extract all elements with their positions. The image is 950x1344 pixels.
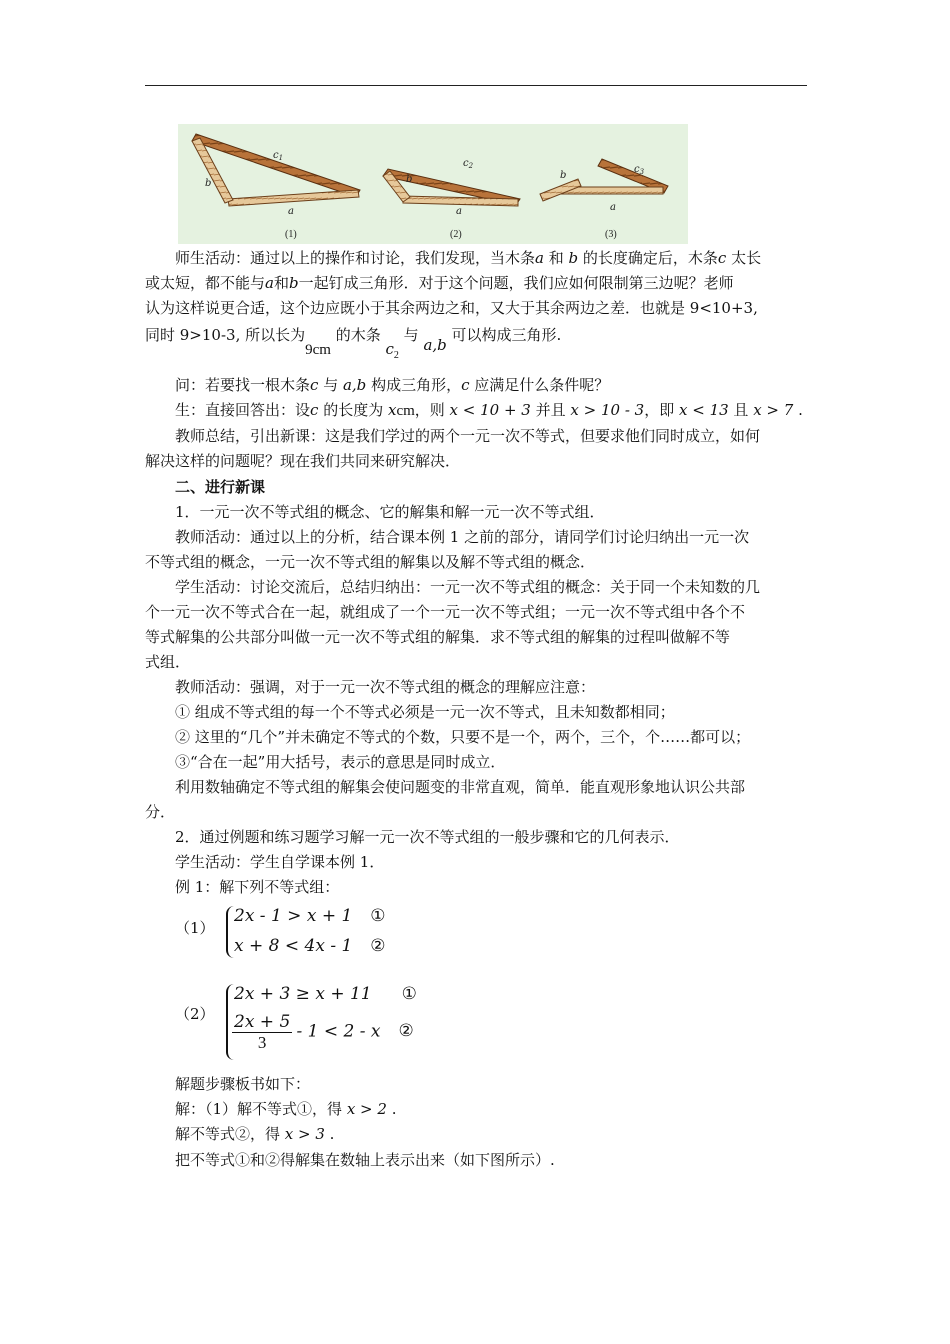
teacher-activity-line2: 不等式组的概念，一元一次不等式组的解集以及解不等式组的概念．: [145, 553, 596, 571]
para1-line1: 师生活动：通过以上的操作和讨论，我们发现，当木条a 和 b 的长度确定后，木条c 太长: [175, 249, 762, 267]
student-activity-line1: 学生活动：讨论交流后，总结归纳出：一元一次不等式组的概念：关于同一个未知数的几: [175, 578, 761, 596]
label-a2: a: [456, 206, 462, 217]
label-a3: a: [610, 202, 616, 213]
teacher-summary-line1: 教师总结，引出新课：这是我们学过的两个一元一次不等式，但要求他们同时成立，如何: [175, 427, 761, 445]
label-b1: b: [205, 178, 212, 189]
para1-line4: 同时 9>10-3, 所以长为9cm 的木条 $c_2$ 与 a,b 可以构成三角形.: [145, 326, 562, 361]
solution-line1: 解：（1）解不等式①，得 x > 2 .: [175, 1100, 397, 1118]
system1-eq1: 2x - 1 > x + 1 ①: [234, 906, 386, 926]
student-activity-line4: 式组．: [145, 653, 191, 671]
concept-item-2: 2．通过例题和练习题学习解一元一次不等式组的一般步骤和它的几何表示．: [175, 828, 680, 846]
system2-eq1: 2x + 3 ≥ x + 11 ①: [234, 984, 417, 1004]
caption-2: (2): [450, 229, 462, 240]
note-2: ② 这里的“几个”并未确定不等式的个数，只要不是一个，两个，三个，个……都可以；: [175, 728, 751, 746]
student-activity-line3: 等式解集的公共部分叫做一元一次不等式组的解集．求不等式组的解集的过程叫做解不等: [145, 628, 731, 646]
system1-brace: [226, 906, 234, 958]
example-heading: 例 1：解下列不等式组：: [175, 878, 340, 896]
teacher-activity-line1: 教师活动：通过以上的分析，结合课本例 1 之前的部分，请同学们讨论归纳出一元一次: [175, 528, 750, 546]
teacher-summary-line2: 解决这样的问题呢？现在我们共同来研究解决．: [145, 452, 461, 470]
label-b3: b: [560, 170, 567, 181]
question-line: 问：若要找一根木条c 与 a,b 构成三角形，c 应满足什么条件呢？: [175, 376, 610, 394]
solution-line3: 把不等式①和②得解集在数轴上表示出来（如下图所示）.: [175, 1151, 555, 1169]
para1-line2: 或太短，都不能与a和b一起钉成三角形．对于这个问题，我们应如何限制第三边呢？老师: [145, 274, 734, 292]
concept-item-1: 1．一元一次不等式组的概念、它的解集和解一元一次不等式组．: [175, 503, 605, 521]
label-c1: $c_1$: [273, 150, 284, 162]
system1-label: （1）: [175, 919, 215, 937]
label-c3: $c_3$: [634, 164, 645, 176]
teacher-emphasis: 教师活动：强调，对于一元一次不等式组的概念的理解应注意：: [175, 678, 596, 696]
system2-eq2: $\frac{2x + 5}{3}$ - 1 < 2 - x ②: [234, 1012, 414, 1052]
solution-line2: 解不等式②，得 x > 3 .: [175, 1125, 335, 1143]
fraction: $\frac{2x + 5}{3}$: [234, 1012, 291, 1052]
solution-heading: 解题步骤板书如下：: [175, 1075, 311, 1093]
header-rule: [145, 85, 807, 86]
numberline-note-line1: 利用数轴确定不等式组的解集会使问题变的非常直观，简单．能直观形象地认识公共部: [175, 778, 746, 796]
triangle-sticks-figure: [178, 124, 688, 244]
label-a1: a: [288, 206, 294, 217]
label-b2: b: [406, 174, 413, 185]
para1-line3: 认为这样说更合适，这个边应既小于其余两边之和，又大于其余两边之差．也就是 9<10+3,: [145, 299, 758, 317]
system1-eq2: x + 8 < 4x - 1 ②: [234, 936, 386, 956]
student-answer-line: 生：直接回答出：设c 的长度为 xcm，则 x < 10 + 3 并且 x > 10 - 3，即 x < 13 且 x > 7 .: [175, 401, 803, 419]
note-1: ① 组成不等式组的每一个不等式必须是一元一次不等式，且未知数都相同；: [175, 703, 675, 721]
caption-1: (1): [285, 229, 297, 240]
sticks-illustration: [178, 124, 688, 244]
caption-3: (3): [605, 229, 617, 240]
label-c2: $c_2$: [463, 158, 474, 170]
student-activity-line2: 个一元一次不等式合在一起，就组成了一个一元一次不等式组；一元一次不等式组中各个不: [145, 603, 746, 621]
system2-label: （2）: [175, 1005, 215, 1023]
note-3: ③“合在一起”用大括号，表示的意思是同时成立．: [175, 753, 506, 771]
numberline-note-line2: 分．: [145, 803, 176, 821]
student-self-study: 学生活动：学生自学课本例 1．: [175, 853, 385, 871]
section-heading: 二、进行新课: [175, 478, 266, 496]
